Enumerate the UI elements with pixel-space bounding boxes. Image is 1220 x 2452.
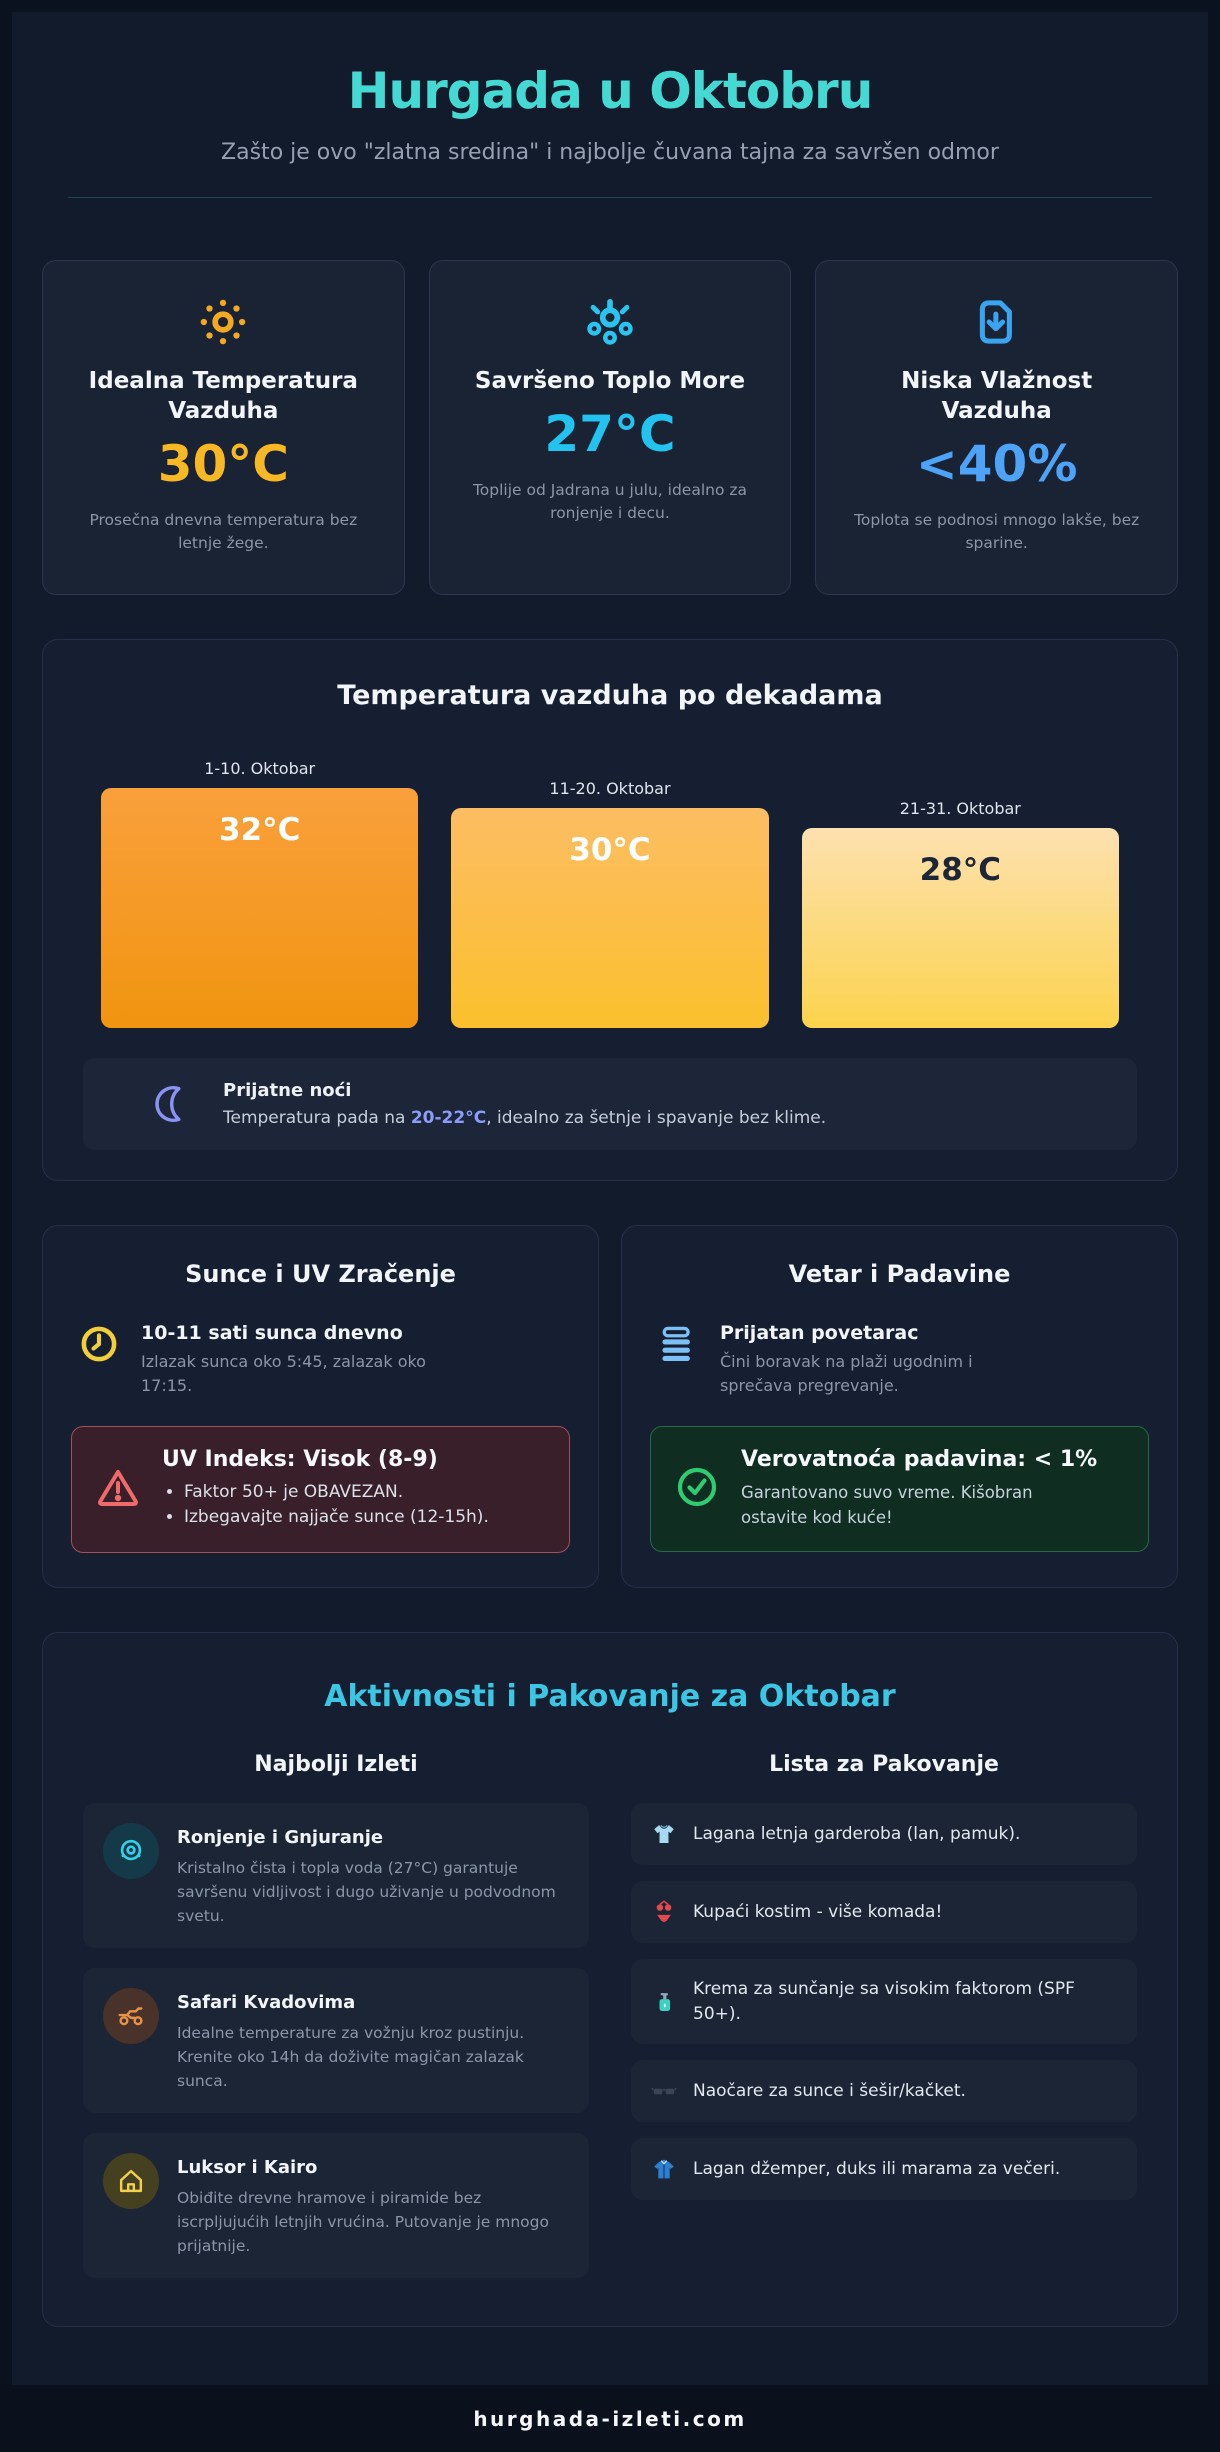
stat-title: Niska Vlažnost Vazduha (901, 368, 1093, 424)
activities-panel (42, 1632, 1178, 2327)
izlet-title: Safari Kvadovima (177, 1992, 356, 2014)
night-note-text (223, 1108, 826, 1128)
sun-uv-card (42, 1225, 599, 1588)
sunscreen-bottle-icon (651, 1989, 677, 2015)
wind-rain-title: Vetar i Padavine (788, 1260, 1011, 1288)
night-note (83, 1058, 1137, 1150)
izlet-desc: Obiđite drevne hramove i piramide bez iscrpljujućih letnjih vrućina. Putovanje je mnogo prijatnije. (177, 2189, 549, 2256)
stat-title: Savršeno Toplo More (474, 368, 746, 394)
packing-item-sunglasses (631, 2060, 1137, 2122)
izleti-header: Najbolji Izleti (254, 1752, 418, 1777)
clock-icon (77, 1322, 121, 1366)
night-note-title: Prijatne noći (223, 1080, 352, 1101)
stat-caption: Toplota se podnosi mnogo lakše, bez sparine. (854, 510, 1140, 553)
packing-column (631, 1752, 1137, 2298)
footer-bar (0, 2385, 1220, 2452)
check-circle-icon (673, 1463, 721, 1515)
temp-bar (101, 788, 418, 1028)
sunglasses-icon (651, 2078, 677, 2104)
izlet-desc: Kristalno čista i topla voda (27°C) garantuje savršenu vidljivost i dugo uživanje u podvodnom svetu. (177, 1859, 556, 1926)
izleti-column (83, 1752, 589, 2298)
izlet-item-luxor-cairo (83, 2133, 589, 2278)
izlet-item-diving (83, 1803, 589, 1948)
stat-card-air-temp (42, 260, 405, 595)
sun-hours-row (71, 1320, 570, 1398)
stat-cards (42, 260, 1178, 595)
bar-value-label: 32°C (218, 812, 301, 848)
stat-value: 30°C (157, 434, 289, 493)
bar-value-label: 28°C (919, 852, 1002, 888)
packing-item-clothes (631, 1803, 1137, 1865)
stat-value: <40% (915, 434, 1078, 493)
header-divider (68, 197, 1152, 198)
stat-title: Idealna Temperatura Vazduha (88, 368, 358, 424)
jacket-icon (651, 2156, 677, 2182)
packing-item-sweater (631, 2138, 1137, 2200)
packing-text: Lagan džemper, duks ili marama za večeri. (693, 2158, 1061, 2179)
temp-bar (451, 808, 768, 1028)
packing-text: Lagana letnja garderoba (lan, pamuk). (693, 1823, 1021, 1844)
humidity-drop-file-icon (840, 295, 1153, 349)
packing-item-swimsuit (631, 1881, 1137, 1943)
bar-column (802, 799, 1119, 1028)
packing-text: Krema za sunčanje sa visokim faktorom (SPF 50+). (693, 1979, 1075, 2024)
izlet-item-quad-safari (83, 1968, 589, 2113)
uv-alert-text (162, 1447, 489, 1532)
crescent-moon-icon (151, 1081, 197, 1127)
stat-caption: Toplije od Jadrana u julu, idealno za ronjenje i decu. (472, 480, 747, 523)
bikini-icon (651, 1899, 677, 1925)
sun-uv-title: Sunce i UV Zračenje (185, 1260, 456, 1288)
sea-bubbles-icon (454, 295, 767, 349)
bar-category-label: 11-20. Oktobar (549, 779, 671, 798)
packing-text: Naočare za sunce i šešir/kačket. (693, 2080, 966, 2101)
breeze-text (720, 1320, 1050, 1398)
izlet-title: Ronjenje i Gnjuranje (177, 1827, 384, 1848)
stat-card-sea-temp (429, 260, 792, 595)
packing-text: Kupaći kostim - više komada! (693, 1901, 943, 1922)
bar-category-label: 1-10. Oktobar (204, 759, 316, 778)
warning-triangle-icon (94, 1464, 142, 1516)
sun-icon (67, 295, 380, 349)
izlet-desc: Idealne temperature za vožnju kroz pustinju. Krenite oko 14h da doživite magičan zalazak sunca. (177, 2024, 525, 2091)
bar-category-label: 21-31. Oktobar (899, 799, 1021, 818)
uv-alert-point: • Izbegavajte najjače sunce (12-15h). (184, 1507, 489, 1527)
uv-alert-point: • Faktor 50+ je OBAVEZAN. (184, 1482, 489, 1502)
bar-column (451, 779, 768, 1028)
wind-rain-card (621, 1225, 1178, 1588)
rain-sub: Garantovano suvo vreme. Kišobran ostavite kod kuće! (741, 1483, 1033, 1527)
stat-value: 27°C (544, 404, 676, 463)
rain-text (741, 1447, 1097, 1531)
breeze-title: Prijatan povetarac (720, 1322, 919, 1344)
uv-alert-box (71, 1426, 570, 1553)
footer-domain: hurghada-izleti.com (473, 2406, 747, 2431)
quad-bike-icon (103, 1988, 159, 2044)
wind-lines-icon (656, 1322, 700, 1366)
izlet-text (177, 1823, 569, 1928)
night-temp-highlight: 20-22°C (410, 1108, 487, 1128)
sun-hours-title: 10-11 sati sunca dnevno (141, 1322, 403, 1344)
izlet-title: Luksor i Kairo (177, 2157, 318, 2179)
header (42, 62, 1178, 198)
bar-column (101, 759, 418, 1028)
info-cards (42, 1225, 1178, 1588)
rain-title: Verovatnoća padavina: < 1% (741, 1447, 1098, 1472)
izlet-text (177, 1988, 569, 2093)
chart-title: Temperatura vazduha po dekadama (337, 680, 883, 711)
packing-header: Lista za Pakovanje (769, 1752, 999, 1777)
uv-alert-list (162, 1482, 489, 1527)
page-subtitle: Zašto je ovo "zlatna sredina" i najbolje čuvana tajna za savršen odmor (221, 140, 999, 165)
temperature-chart-panel (42, 639, 1178, 1181)
activities-title: Aktivnosti i Pakovanje za Oktobar (324, 1679, 896, 1714)
rain-success-box (650, 1426, 1149, 1552)
night-text-after: , idealno za šetnje i spavanje bez klime. (486, 1108, 827, 1128)
packing-item-sunscreen (631, 1959, 1137, 2044)
page-title: Hurgada u Oktobru (347, 62, 873, 120)
izlet-text (177, 2153, 569, 2258)
activities-grid (83, 1752, 1137, 2298)
bar-value-label: 30°C (569, 832, 651, 868)
stat-card-humidity (815, 260, 1178, 595)
diving-mask-icon (103, 1823, 159, 1879)
night-text-before: Temperatura pada na (223, 1108, 411, 1128)
night-note-text-block (223, 1080, 826, 1128)
temp-bar (802, 828, 1119, 1028)
house-temple-icon (103, 2153, 159, 2209)
uv-alert-title: UV Indeks: Visok (8-9) (162, 1447, 438, 1472)
tshirt-icon (651, 1821, 677, 1847)
stat-caption: Prosečna dnevna temperatura bez letnje žege. (89, 510, 358, 553)
infographic-page (12, 12, 1208, 2385)
breeze-row (650, 1320, 1149, 1398)
sun-hours-sub: Izlazak sunca oko 5:45, zalazak oko 17:15. (141, 1352, 426, 1395)
sun-hours-text (141, 1320, 471, 1398)
breeze-sub: Čini boravak na plaži ugodnim i sprečava pregrevanje. (720, 1352, 973, 1395)
bar-chart (83, 759, 1137, 1028)
